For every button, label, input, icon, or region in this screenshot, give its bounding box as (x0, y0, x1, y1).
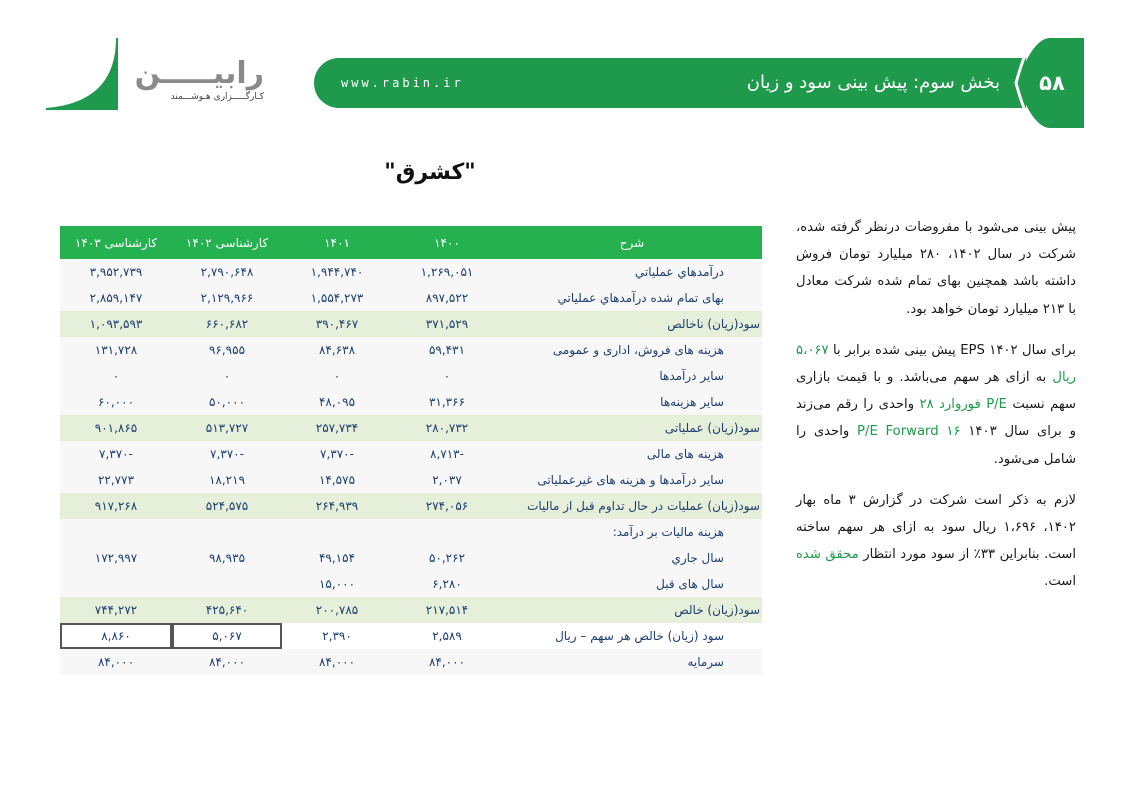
row-label: سود (زيان) خالص هر سهم – ريال (502, 623, 762, 649)
highlighted-text: محقق شده (796, 547, 859, 563)
row-label: هزينه ماليات بر درآمد: (502, 519, 762, 545)
table-cell (282, 519, 392, 545)
table-cell: ۹۱۷,۲۶۸ (60, 493, 172, 519)
row-label: سود(زيان) خالص (502, 597, 762, 623)
table-cell: ۲۸۰,۷۳۲ (392, 415, 502, 441)
table-row (60, 285, 762, 311)
text-run: لازم به ذکر است شرکت در گزارش ۳ ماه بهار ۱۴۰۲، ۱،۶۹۶ ریال سود به ازای هر سهم ساخته است. بنابراین ۳۳٪ از سود مورد انتظار (796, 492, 1076, 563)
table-cell: ۶۶۰,۶۸۲ (172, 311, 282, 337)
table-row (60, 337, 762, 363)
table-cell: ۲۵۷,۷۳۴ (282, 415, 392, 441)
table-cell: ۲۲,۷۷۳ (60, 467, 172, 493)
logo-swoosh-icon (46, 38, 118, 110)
logo-name: رابیـــــن (134, 56, 264, 91)
table-row (60, 467, 762, 493)
table-cell: ۸۴,۶۳۸ (282, 337, 392, 363)
table-cell: ۵۰,۰۰۰ (172, 389, 282, 415)
website-url[interactable]: www.rabin.ir (341, 76, 464, 90)
column-header: ۱۴۰۱ (282, 226, 392, 259)
table-cell: ۱۸,۲۱۹ (172, 467, 282, 493)
table-cell: ۰ (60, 363, 172, 389)
highlighted-text: ۵،۰۶۷ ریال (796, 342, 1076, 386)
row-label: سود(زيان) ناخالص (502, 311, 762, 337)
table-cell: ۸۴,۰۰۰ (392, 649, 502, 675)
table-cell: ۴۸,۰۹۵ (282, 389, 392, 415)
table-cell: ۲,۷۹۰,۶۴۸ (172, 259, 282, 285)
row-label: ساير درآمدها (502, 363, 762, 389)
table-cell: ۲۷۴,۰۵۶ (392, 493, 502, 519)
table-cell: ۴۲۵,۶۴۰ (172, 597, 282, 623)
table-row (60, 259, 762, 285)
table-row (60, 441, 762, 467)
table-cell: ۸۴,۰۰۰ (282, 649, 392, 675)
table-cell: ۰ (282, 363, 392, 389)
table-row (60, 311, 762, 337)
text-run: برای سال ۱۴۰۲ EPS پیش بینی شده برابر با (828, 342, 1076, 358)
table-row (60, 545, 762, 571)
table-cell (392, 519, 502, 545)
highlighted-text: P/E Forward ۱۶ (857, 424, 961, 440)
text-run: واحدی را رقم می‌زند و برای سال ۱۴۰۳ (796, 397, 1076, 440)
column-header: شرح (502, 226, 762, 259)
section-title: "کشرق" (384, 160, 476, 185)
table-cell: -۸,۷۱۳ (392, 441, 502, 467)
table-cell: ۰ (172, 363, 282, 389)
table-cell: ۶۰,۰۰۰ (60, 389, 172, 415)
table-cell (60, 519, 172, 545)
table-header-row (60, 226, 762, 259)
table-cell: ۸,۸۶۰ (60, 623, 172, 649)
table-cell: ۵,۰۶۷ (172, 623, 282, 649)
table-cell: ۱۷۲,۹۹۷ (60, 545, 172, 571)
table-cell: ۱,۲۶۹,۰۵۱ (392, 259, 502, 285)
paragraph-sales: پیش بینی می‌شود با مفروضات درنظر گرفته شده، شرکت در سال ۱۴۰۲، ۲۸۰ میلیارد تومان فروش داشته باشد همچنین بهای تمام شده شرکت معادل با ۲۱۳ میلیارد تومان خواهد بود. (796, 220, 1076, 317)
table-cell: ۳۱,۳۶۶ (392, 389, 502, 415)
table-cell: ۱,۹۴۴,۷۴۰ (282, 259, 392, 285)
row-label: سرمايه (502, 649, 762, 675)
table-row (60, 571, 762, 597)
table-cell: ۲۶۴,۹۳۹ (282, 493, 392, 519)
column-header: کارشناسی ۱۴۰۲ (172, 226, 282, 259)
table-cell: ۵۰,۲۶۲ (392, 545, 502, 571)
row-label: هزينه های مالی (502, 441, 762, 467)
logo-subtitle: کـارگـــــزاری هـوشـــمند (170, 92, 264, 102)
column-header: کارشناسی ۱۴۰۳ (60, 226, 172, 259)
table-row (60, 649, 762, 675)
table-cell: ۶,۲۸۰ (392, 571, 502, 597)
paragraph-spring-report (796, 487, 1076, 596)
row-label: بهای تمام شده درآمدهاي عملياتي (502, 285, 762, 311)
table-cell: ۹۰۱,۸۶۵ (60, 415, 172, 441)
text-run: به ازای هر سهم می‌باشد. و با قیمت بازاری سهم نسبت (796, 370, 1076, 413)
table-cell: ۸۹۷,۵۲۲ (392, 285, 502, 311)
table-cell (172, 519, 282, 545)
table-cell: ۲۰۰,۷۸۵ (282, 597, 392, 623)
table-cell: ۰ (392, 363, 502, 389)
table-cell: ۱,۵۵۴,۲۷۳ (282, 285, 392, 311)
table-body (60, 259, 762, 675)
paragraph-eps (796, 337, 1076, 473)
table-row (60, 519, 762, 545)
table-cell (60, 571, 172, 597)
table-cell (172, 571, 282, 597)
table-cell: ۳۹۰,۴۶۷ (282, 311, 392, 337)
table-cell: ۸۴,۰۰۰ (60, 649, 172, 675)
table-cell: ۴۹,۱۵۴ (282, 545, 392, 571)
highlighted-text: P/E فوروارد ۲۸ (919, 397, 1007, 413)
row-label: سود(زيان) عمليات در حال تداوم قبل از ماليات (502, 493, 762, 519)
table-row (60, 597, 762, 623)
table-cell: ۸۴,۰۰۰ (172, 649, 282, 675)
analysis-text (796, 214, 1076, 610)
page-title: بخش سوم: پیش بینی سود و زیان (746, 72, 1000, 93)
table-cell: ۵۹,۴۳۱ (392, 337, 502, 363)
table-cell: ۱,۰۹۳,۵۹۳ (60, 311, 172, 337)
table-cell: ۲,۱۲۹,۹۶۶ (172, 285, 282, 311)
table-cell: ۵۱۳,۷۲۷ (172, 415, 282, 441)
table-cell: ۱۳۱,۷۲۸ (60, 337, 172, 363)
table-cell: -۷,۳۷۰ (282, 441, 392, 467)
row-label: ساير درآمدها و هزينه های غيرعملياتی (502, 467, 762, 493)
table-cell: ۲,۵۸۹ (392, 623, 502, 649)
table-row (60, 415, 762, 441)
table-row (60, 623, 762, 649)
table-cell: ۷۴۴,۲۷۲ (60, 597, 172, 623)
table-cell: ۹۶,۹۵۵ (172, 337, 282, 363)
table-cell: -۷,۳۷۰ (172, 441, 282, 467)
table-cell: ۳,۹۵۲,۷۳۹ (60, 259, 172, 285)
text-run: است. (1044, 574, 1076, 590)
page-number: ۵۸ (1039, 71, 1065, 95)
table-row (60, 363, 762, 389)
table-cell: ۲,۸۵۹,۱۴۷ (60, 285, 172, 311)
table-cell: ۱۴,۵۷۵ (282, 467, 392, 493)
table-cell: ۳۷۱,۵۲۹ (392, 311, 502, 337)
row-label: سال های قبل (502, 571, 762, 597)
column-header: ۱۴۰۰ (392, 226, 502, 259)
table-row (60, 493, 762, 519)
row-label: هزينه های فروش، اداری و عمومی (502, 337, 762, 363)
profit-loss-table (60, 226, 762, 675)
text-run: واحدی را شامل می‌شود. (796, 424, 1076, 467)
table-cell: ۲,۰۳۷ (392, 467, 502, 493)
table-cell: ۹۸,۹۳۵ (172, 545, 282, 571)
table-cell: ۵۲۴,۵۷۵ (172, 493, 282, 519)
row-label: ساير هزينه‌ها (502, 389, 762, 415)
logo (132, 58, 264, 102)
row-label: سال جاري (502, 545, 762, 571)
row-label: درآمدهاي عملياتي (502, 259, 762, 285)
table-cell: ۲۱۷,۵۱۴ (392, 597, 502, 623)
table-cell: -۷,۳۷۰ (60, 441, 172, 467)
row-label: سود(زيان) عملياتی (502, 415, 762, 441)
table-cell: ۱۵,۰۰۰ (282, 571, 392, 597)
table-row (60, 389, 762, 415)
table-cell: ۲,۳۹۰ (282, 623, 392, 649)
